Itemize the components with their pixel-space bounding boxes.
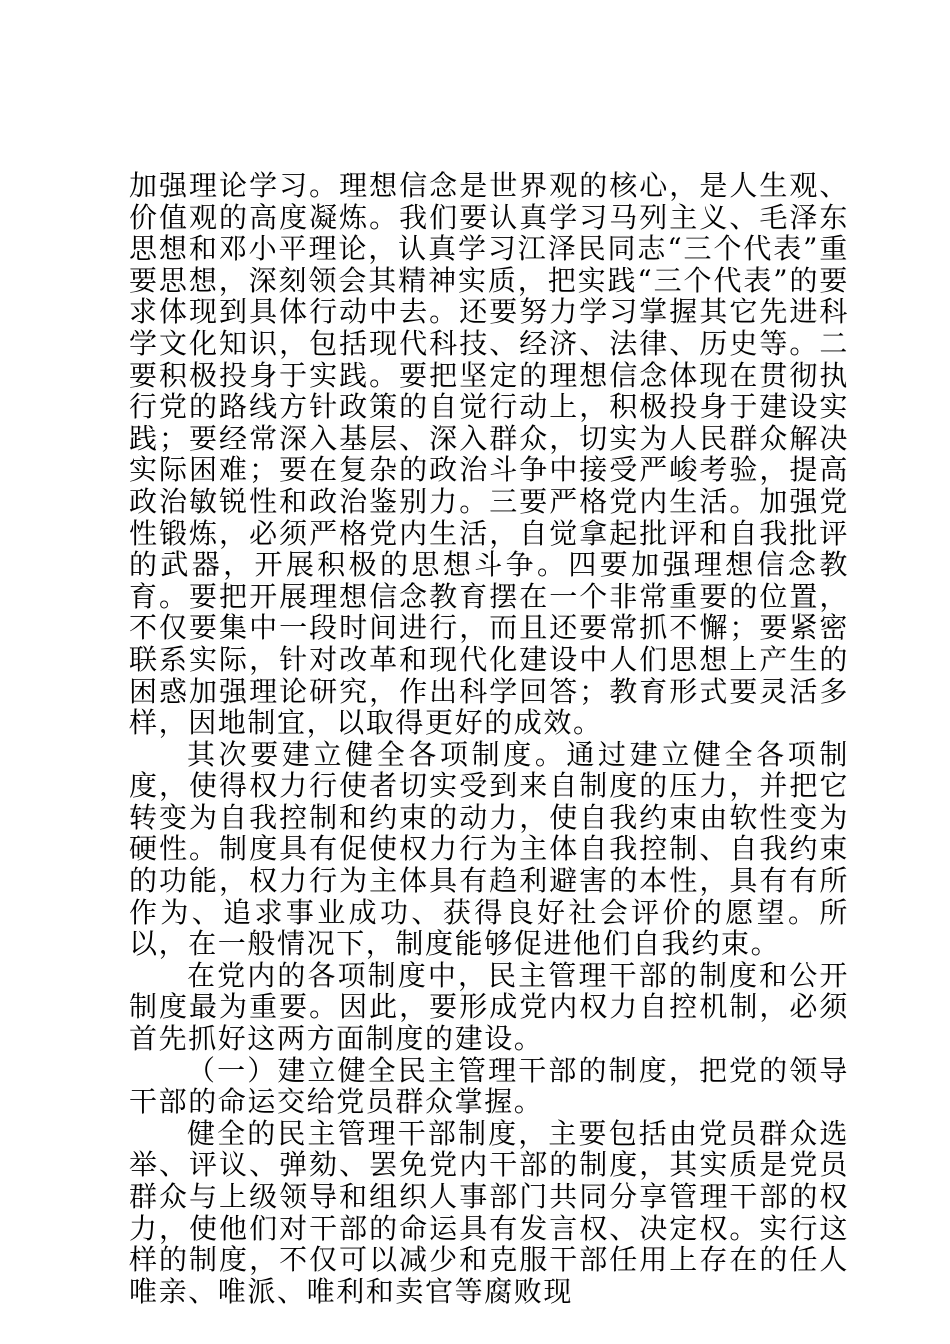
paragraph-theory-study: 加强理论学习。理想信念是世界观的核心，是人生观、价值观的高度凝炼。我们要认真学习马列主义、毛泽东思想和邓小平理论，认真学习江泽民同志“三个代表”重要思想，深刻领会其精神实质，把实践“三个代表”的要求体现到具体行动中去。还要努力学习掌握其它先进科学文化知识，包括现代科技、经济、法律、历史等。二要积极投身于实践。要把坚定的理想信念体现在贯彻执行党的路线方针政策的自觉行动上，积极投身于建设实践；要经常深入基层、深入群众，切实为人民群众解决实际困难；要在复杂的政治斗争中接受严峻考验，提高政治敏锐性和政治鉴别力。三要严格党内生活。加强党性锻炼，必须严格党内生活，自觉拿起批评和自我批评的武器，开展积极的思想斗争。四要加强理想信念教育。要把开展理想信念教育摆在一个非常重要的位置，不仅要集中一段时间进行，而且还要常抓不懈；要紧密联系实际，针对改革和现代化建设中人们思想上产生的困惑加强理论研究，作出科学回答；教育形式要灵活多样，因地制宜，以取得更好的成效。	[129, 169, 849, 740]
section-heading-cadre-management: （一）建立健全民主管理干部的制度，把党的领导干部的命运交给党员群众掌握。	[129, 1053, 849, 1119]
document-body	[129, 170, 849, 1307]
paragraph-institution-building: 其次要建立健全各项制度。通过建立健全各项制度，使得权力行使者切实受到来自制度的压力，并把它转变为自我控制和约束的动力，使自我约束由软性变为硬性。制度具有促使权力行为主体自我控制、自我约束的功能，权力行为主体具有趋利避害的本性，具有有所作为、追求事业成功、获得良好社会评价的愿望。所以，在一般情况下，制度能够促进他们自我约束。	[129, 737, 849, 961]
paragraph-important-systems: 在党内的各项制度中，民主管理干部的制度和公开制度最为重要。因此，要形成党内权力自控机制，必须首先抓好这两方面制度的建设。	[129, 958, 849, 1056]
paragraph-cadre-management-system: 健全的民主管理干部制度，主要包括由党员群众选举、评议、弹劾、罢免党内干部的制度，其实质是党员群众与上级领导和组织人事部门共同分享管理干部的权力，使他们对干部的命运具有发言权、决定权。实行这样的制度，不仅可以减少和克服干部任用上存在的任人唯亲、唯派、唯利和卖官等腐败现	[129, 1116, 849, 1308]
